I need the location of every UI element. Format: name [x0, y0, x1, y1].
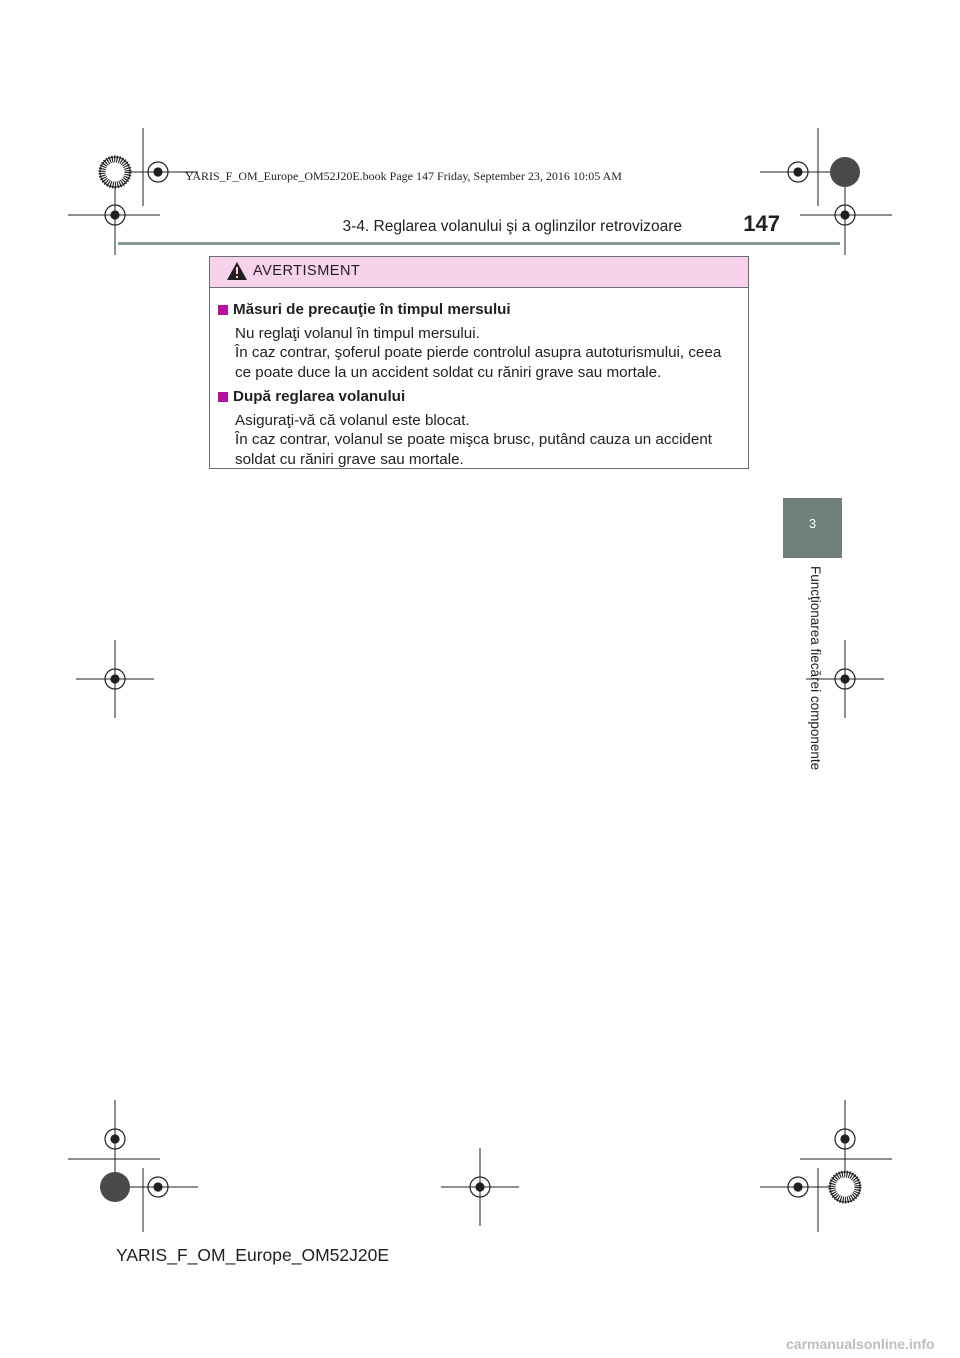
- footer-doc-id: YARIS_F_OM_Europe_OM52J20E: [116, 1245, 390, 1265]
- warning-triangle-icon: [226, 261, 248, 281]
- warning-body: [210, 288, 748, 469]
- paragraph-line: În caz contrar, şoferul poate pierde controlul asupra autoturismului, ceea ce poate duce la un accident soldat cu răniri grave sau mortale.: [235, 344, 722, 381]
- square-bullet-icon: [218, 392, 228, 402]
- warning-box: [209, 256, 749, 469]
- section-heading-text: Măsuri de precauţie în timpul mersului: [233, 301, 511, 318]
- warning-title: AVERTISMENT: [253, 263, 361, 279]
- header-rule: [118, 242, 840, 245]
- square-bullet-icon: [218, 305, 228, 315]
- warning-header: [210, 257, 748, 288]
- section-paragraph: [235, 411, 740, 470]
- paragraph-line: În caz contrar, volanul se poate mişca brusc, putând cauza un accident soldat cu răniri grave sau mortale.: [235, 431, 712, 468]
- section-heading-text: După reglarea volanului: [233, 388, 406, 405]
- running-head: 3-4. Reglarea volanului şi a oglinzilor retrovizoare: [342, 218, 682, 235]
- book-info-line: YARIS_F_OM_Europe_OM52J20E.book Page 147 Friday, September 23, 2016 10:05 AM: [185, 169, 622, 183]
- watermark: carmanualsonline.info: [786, 1336, 935, 1352]
- paragraph-line: Nu reglaţi volanul în timpul mersului.: [235, 324, 480, 342]
- chapter-tab-number: 3: [808, 516, 817, 531]
- paragraph-line: Asiguraţi-vă că volanul este blocat.: [235, 411, 470, 429]
- chapter-tab-label: Funcţionarea fiecărei componente: [808, 566, 823, 771]
- section-paragraph: [235, 324, 740, 383]
- section-heading: [218, 300, 740, 320]
- section-heading: [218, 387, 740, 407]
- page-number: 147: [743, 211, 780, 236]
